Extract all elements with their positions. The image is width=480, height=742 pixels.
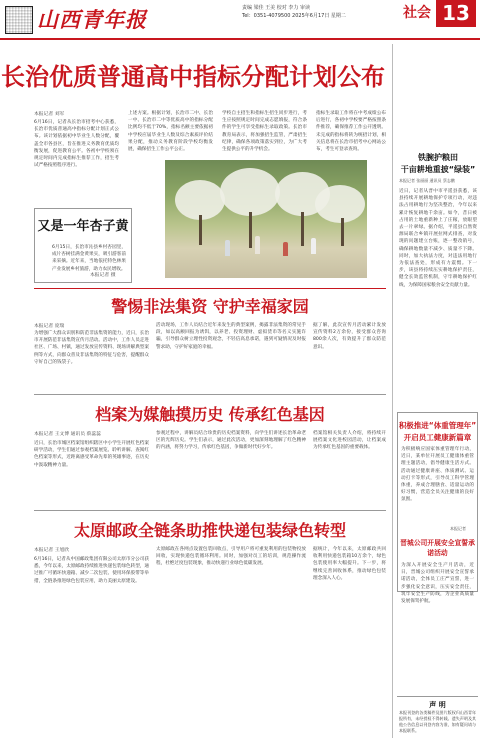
village-headline: 晋城公司开展安全宣誓承诺活动 [400,539,475,557]
bean-byline: 本报记者 张丽丽 通讯员 蔡志鹏 [399,178,455,183]
postal-rule [34,510,386,511]
archive-column-2: 参观过程中，讲解员结合珍贵的历史档案资料，向学生们讲述长治革命老区的光辉历史。学生们表示，通过此次活动，更加深刻地理解了红色精神的内涵，将努力学习，传承红色基因，争做新时代好少年。 [156,431,306,451]
masthead-date: Tel：0351-4079500 2025年6月17日 星期二 [242,13,346,19]
fraud-rule [34,288,386,289]
newspaper-logo: 山西青年报 [37,7,147,32]
masthead-editors: 责编 梁佳 王美 校对 李力 审读 [242,5,310,11]
lead-column-4: 指标生录取工作将在中考成绩公布后进行，各初中学校要严格按照条件推荐，确保推荐工作公开透明。未完成的指标将转为统招计划，相关信息将在长治市招考中心网站公布，考生可登录查询。 [316,111,386,153]
page-number: 13 [436,0,476,27]
masthead-rule [0,38,480,40]
fraud-column-2: 活动现场，工作人员结合近年来发生的典型案例，揭露非法集资的常见手段，如以高额回报为诱饵，以养老、投资理财、虚拟货币等名义实施诈骗，引导群众树立理性投资观念，不轻信高息承诺，遇到可疑情况及时报警求助，守护好家庭的幸福。 [156,323,306,350]
right-column-divider [392,44,393,738]
qr-code [5,6,33,34]
village-body: 为深入开展安全生产月活动，近日，晋城公司组织开展安全宣誓承诺活动，全体员工庄严宣誓，进一步强化安全意识，压实安全责任，筑牢安全生产防线，为企业高质量发展保驾护航。 [401,563,474,605]
postal-column-3: 据统计，今年以来，太原邮政共回收利用快递包装箱10万余个，绿色包装使用率大幅提升。下一步，将继续完善回收体系，推动绿色包装理念深入人心。 [313,547,386,581]
postal-headline: 太原邮政全链条助推快递包装绿色转型 [73,521,346,540]
postal-column-2: 太原邮政在各网点设置包装回收点，引导用户将可重复利用的包装物投放回收，实现快递包装循环利用。同时，加强对员工的培训，规范操作流程，杜绝过度包装现象，推动快递行业绿色低碳发展。 [156,547,306,567]
bean-headline-2: 干亩耕地重披“绿装” [400,165,476,174]
fraud-headline: 警惕非法集资 守护幸福家园 [111,297,309,316]
lead-column-2: 上述方案。根据计划，长治市二中、长治一中、长治市二中等优质高中的指标分配比例均不低于70%，指标名额主要依据初中学校应届毕业生人数及综合素质评价结果分配，推动义务教育阶段学校均衡发展，确保招生工作公平公正。 [128,111,213,153]
bean-body: 近日，记者从晋中市平遥县获悉，该县持续开展耕地保护专项行动，对违法占用耕地行为坚决整治，今年以来累计恢复耕地千余亩。如今，昔日被占用的土地重新种上了庄稼，放眼望去一片翠绿。据介绍，平遥县自然资源局联合乡镇开展拉网式排查，对发现的问题建立台账，逐一整改销号，确保耕地数量不减少、质量不下降。同时，加大执法力度，对违法用地行为依法查处，形成有力震慑。下一步，该县将持续压实耕地保护责任，健全长效监管机制，守牢耕地保护红线，为保障国家粮食安全贡献力量。 [399,189,477,288]
policy-headline-2: 开启员工健康新篇章 [403,433,472,442]
notice-title: 声 明 [429,701,446,709]
apricot-caption: 6月15日，长治市沁县乡村杏园里，成片杏树挂满金黄果实，吸引游客前来采摘。近年来，当地依托特色林果产业发展乡村旅游，助力农民增收。 [52,245,126,272]
archive-rule [34,394,386,395]
postal-column-1: 6月16日，记者从中国邮政集团有限公司太原市分公司获悉，今年以来，太原邮政持续推进快递包装绿色转型，通过推广可循环快递箱、减少二次包装、使用环保胶带等举措，全链条推进绿色包装应用，助力美丽太原建设。 [34,557,149,584]
archive-byline: 本报记者 王文博 通讯员 蔡蕊蕊 [34,432,101,437]
lead-byline: 本报记者 刘军 [34,112,65,117]
policy-byline: 本报记者 [450,526,466,531]
archive-column-3: 档案馆相关负责人介绍，将持续开展档案文化进校园活动，让档案成为传承红色基因的重要载体。 [313,431,386,451]
fraud-byline: 本报记者 庞瑞 [34,324,65,329]
lead-column-3: 学校自主招生和指标生招生同步进行，考生应按照规定时间完成志愿填报，符合条件的学生可享受指标生录取政策。长治市教育局表示，将加强招生监管，严肃招生纪律，确保各项政策落实到位，为广大考生提供公平的升学机会。 [222,111,307,153]
lead-headline: 长治优质普通高中指标分配计划公布 [1,63,385,91]
masthead-info [242,4,392,20]
archive-headline: 档案为媒触摸历史 传承红色基因 [95,405,325,424]
policy-headline-1: 积极推进“体重管理年” [398,421,477,430]
section-label: 社会 [403,5,431,21]
notice-body: 本报刊登的各类稿件及图片版权归山西青年报所有，未经授权不得转载。遗失声明及其他公告信息以刊登内容为准，如有疑问请与本报联系。 [399,710,476,733]
notice-rule [397,696,478,697]
fraud-column-1: 为增强广大群众识别和防范非法集资的能力，近日，长治市开展防范非法集资宣传月活动。活动中，工作人员走进社区、广场、村镇，通过发放宣传资料、现场讲解典型案例等方式，向群众普及非法集资的特征与危害，提醒群众守好自己的钱袋子。 [34,331,149,365]
apricot-credit: 本报记者 摄 [90,273,116,278]
postal-byline: 本报记者 王旭欣 [34,548,70,553]
fraud-column-3: 据了解，此次宣传月活动累计发放宣传资料2万余份，接受群众咨询800余人次，有效提升了群众防范意识。 [313,323,386,350]
archive-column-1: 近日，长治市城区档案馆组织辖区中小学生开展红色档案研学活动，学生们通过参观档案展览、聆听讲解、查阅红色档案等形式，近距离感受革命先辈的英雄事迹，在历史中汲取精神力量。 [34,441,149,468]
apricot-headline: 又是一年杏子黄 [37,219,129,234]
lead-column-1: 6月16日，记者从长治市招考中心获悉，长治市优质普通高中指标分配计划正式公布。该计划依据初中毕业生人数分配，覆盖全市各县区，旨在推进义务教育优质均衡发展，促进教育公平。各初中学校须在规定时间内完成指标生推荐工作，招生考试严格按照程序进行。 [34,120,119,169]
bean-headline-1: 铁腕护粮田 [418,153,458,162]
apricot-orchard-photo [165,160,367,278]
policy-body: 为积极响应国家体重管理年行动，近日，某单位开展员工健康体重管理主题活动，倡导健康生活方式。活动通过健康讲座、体质测试、运动打卡等形式，引导员工科学管理体重，养成合理膳食、适量运动的好习惯，营造全员关注健康的良好氛围。 [401,447,474,503]
